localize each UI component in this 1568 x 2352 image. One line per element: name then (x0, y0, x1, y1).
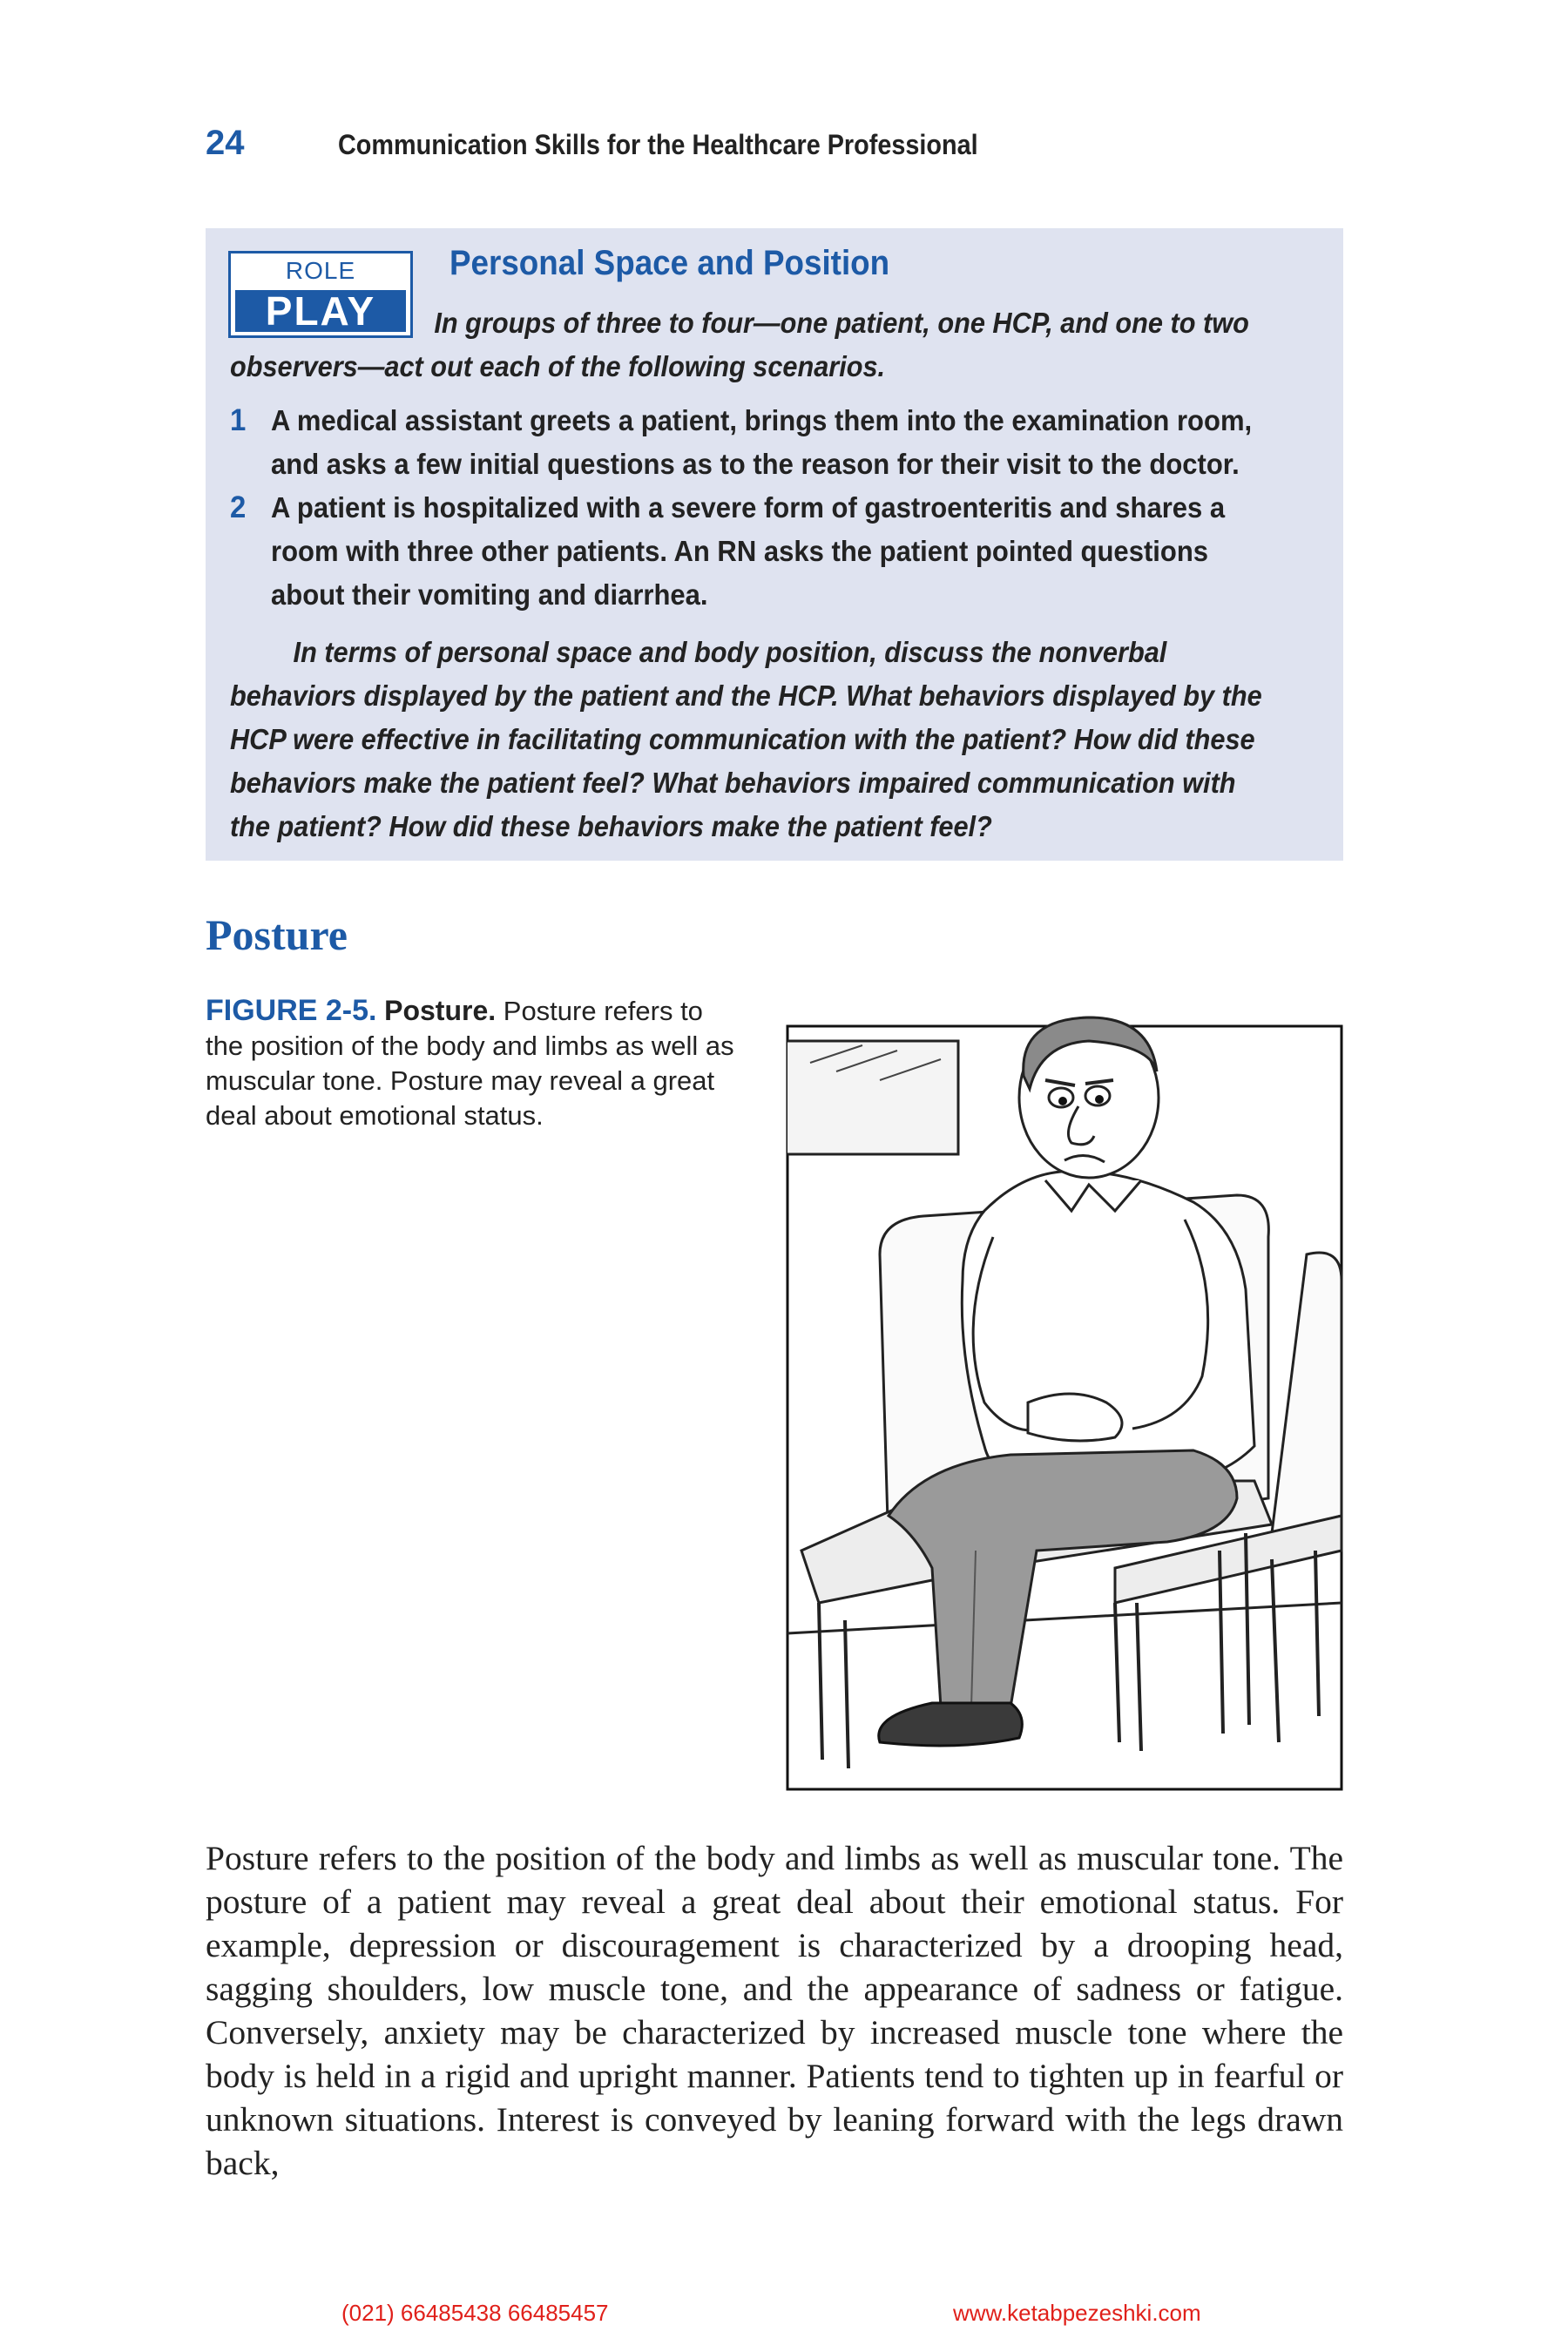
running-header (206, 124, 1338, 167)
scenario-item (230, 399, 1287, 486)
scenario-list (230, 399, 1354, 617)
scenario-item (230, 486, 1287, 617)
figure-caption-text: Posture refers to the position of the body and limbs as well as muscular tone. Posture may reveal a great deal about emotional status. (206, 996, 734, 1131)
scenario-text: A medical assistant greets a patient, brings them into the examination room, and asks a few initial questions as to the reason for their visit to the doctor. (271, 404, 1253, 480)
badge-play-label: PLAY (235, 290, 406, 332)
wall-picture (787, 1041, 958, 1154)
book-title: Communication Skills for the Healthcare Professional (338, 129, 978, 160)
scenario-number: 2 (230, 490, 247, 524)
body-paragraph: Posture refers to the position of the body and limbs as well as muscular tone. The posture of a patient may reveal a great deal about their emotional status. For example, depression or discouragement is characterized by a drooping head, sagging shoulders, low muscle tone, and the appearance of sadness or fatigue. Conversely, anxiety may be characterized by increased muscle tone where the body is held in a rigid and upright manner. Patients tend to tighten up in fearful or unknown situations. Interest is conveyed by leaning forward with the legs drawn back, (206, 1839, 1343, 2182)
figure-caption (206, 993, 746, 1133)
role-play-title: Personal Space and Position (449, 244, 890, 282)
page-number: 24 (206, 124, 245, 162)
figure-label: FIGURE 2-5. (206, 994, 377, 1027)
posture-illustration-svg (784, 993, 1345, 1791)
figure-title: Posture. (384, 995, 497, 1026)
section-heading: Posture (206, 910, 348, 959)
role-play-discussion: In terms of personal space and body position, discuss the nonverbal behaviors displayed by the patient and the HCP. What behaviors displayed by the HCP were effective in facilitating communication with the patient? How did these behaviors make the patient feel? What behaviors impaired communication with the patient? How did these behaviors make the patient feel? (230, 636, 1262, 842)
posture-illustration (784, 993, 1345, 1791)
role-play-box (206, 228, 1343, 861)
scenario-text: A patient is hospitalized with a severe form of gastroenteritis and shares a room with three other patients. An RN asks the patient pointed questions about their vomiting and diarrhea. (271, 491, 1226, 611)
footer-website: www.ketabpezeshki.com (953, 2300, 1201, 2326)
scenario-number: 1 (230, 403, 247, 437)
role-play-intro: In groups of three to four—one patient, one HCP, and one to two observers—act out each of the following scenarios. (230, 307, 1249, 382)
footer-phone: (021) 66485438 66485457 (341, 2300, 609, 2326)
badge-role-label: ROLE (285, 257, 356, 284)
